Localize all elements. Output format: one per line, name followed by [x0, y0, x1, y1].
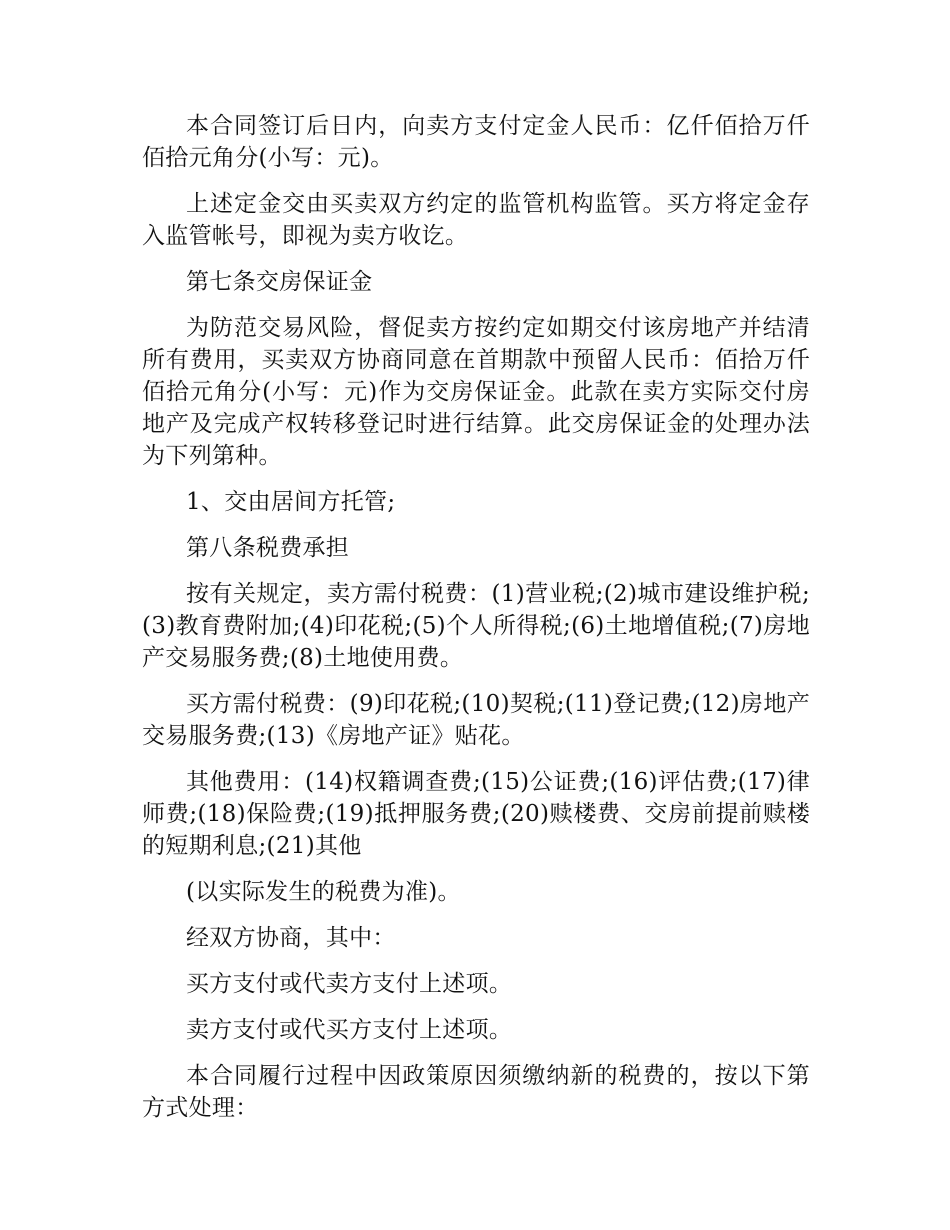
paragraph-buyer-pays: 买方支付或代卖方支付上述项。	[186, 971, 513, 997]
document-body	[142, 110, 810, 1138]
paragraph-actual-taxes-note: (以实际发生的税费为准)。	[186, 879, 461, 905]
heading-article-8: 第八条税费承担	[186, 535, 350, 561]
paragraph-deposit-payment: 本合同签订后日内，向卖方支付定金人民币：亿仟佰拾万仟佰拾元角分(小写：元)。	[142, 113, 810, 171]
paragraph-option-1: 1、交由居间方托管;	[186, 489, 396, 515]
paragraph-seller-taxes: 按有关规定，卖方需付税费：(1)营业税;(2)城市建设维护税;(3)教育费附加;(4)印花税;(5)个人所得税;(6)土地增值税;(7)房地产交易服务费;(8)土地使用费。	[142, 581, 810, 671]
paragraph-negotiation: 经双方协商，其中：	[186, 925, 396, 951]
paragraph-seller-pays: 卖方支付或代买方支付上述项。	[186, 1017, 513, 1043]
paragraph-buyer-taxes: 买方需付税费：(9)印花税;(10)契税;(11)登记费;(12)房地产交易服务费;(13)《房地产证》贴花。	[142, 691, 810, 749]
heading-article-7: 第七条交房保证金	[186, 269, 373, 295]
paragraph-deposit-supervision: 上述定金交由买卖双方约定的监管机构监管。买方将定金存入监管帐号，即视为卖方收讫。	[142, 191, 810, 249]
paragraph-other-fees: 其他费用：(14)权籍调查费;(15)公证费;(16)评估费;(17)律师费;(18)保险费;(19)抵押服务费;(20)赎楼费、交房前提前赎楼的短期利息;(21)其他	[142, 769, 810, 859]
paragraph-new-taxes: 本合同履行过程中因政策原因须缴纳新的税费的，按以下第方式处理：	[142, 1063, 810, 1121]
paragraph-handover-guarantee: 为防范交易风险，督促卖方按约定如期交付该房地产并结清所有费用，买卖双方协商同意在首期款中预留人民币：佰拾万仟佰拾元角分(小写：元)作为交房保证金。此款在卖方实际交付房地产及完成产权转移登记时进行结算。此交房保证金的处理办法为下列第种。	[142, 315, 810, 469]
